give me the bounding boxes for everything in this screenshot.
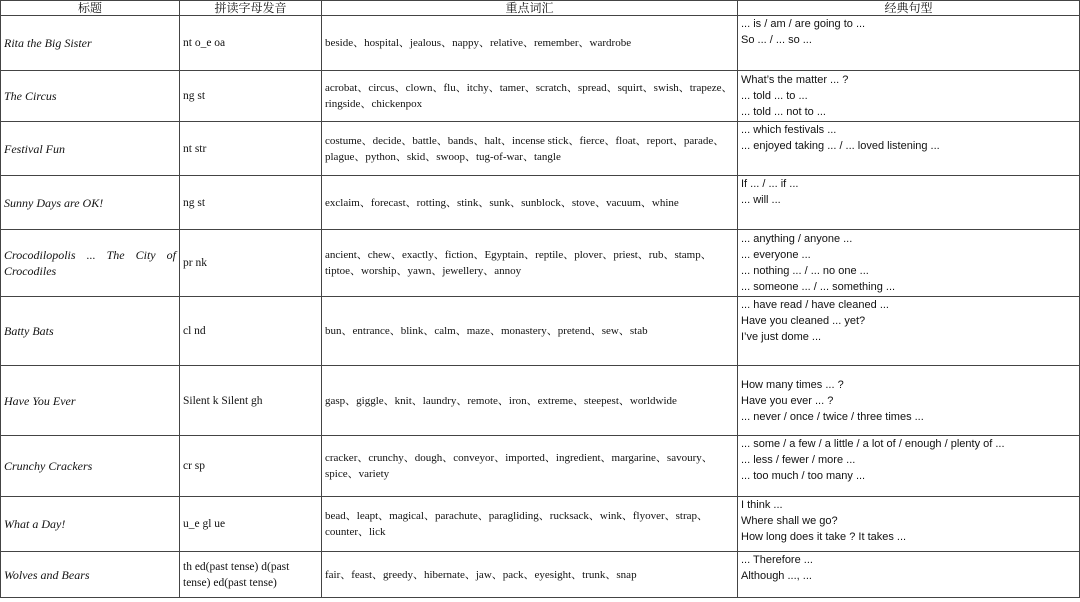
phonics-cell: nt str xyxy=(180,122,322,176)
vocab-cell: acrobat、circus、clown、flu、itchy、tamer、scratch、spread、squirt、swish、trapeze、ringside、chickenpox xyxy=(322,71,738,122)
phonics-cell: ng st xyxy=(180,71,322,122)
sentence-line: Although ..., ... xyxy=(741,570,812,582)
vocab-cell: beside、hospital、jealous、nappy、relative、remember、wardrobe xyxy=(322,16,738,71)
sentence-line: ... told ... to ... xyxy=(741,90,808,102)
sentence-line: ... nothing ... / ... no one ... xyxy=(741,265,869,277)
title-cell: Sunny Days are OK! xyxy=(1,176,180,230)
sentence-line: ... someone ... / ... something ... xyxy=(741,281,896,293)
table-row xyxy=(1,230,1080,297)
sentence-line: ... will ... xyxy=(741,194,781,206)
sentences-cell xyxy=(738,176,1080,230)
phonics-cell: nt o_e oa xyxy=(180,16,322,71)
table-row xyxy=(1,497,1080,552)
title-cell: Wolves and Bears xyxy=(1,552,180,598)
sentences-cell xyxy=(738,436,1080,497)
sentence-line: ... which festivals ... xyxy=(741,124,837,136)
sentences-cell xyxy=(738,497,1080,552)
sentence-line: ... enjoyed taking ... / ... loved listening ... xyxy=(741,140,940,152)
sentences-cell xyxy=(738,366,1080,436)
sentence-line: How many times ... ? xyxy=(741,378,844,391)
sentences-cell xyxy=(738,552,1080,598)
sentence-line: ... less / fewer / more ... xyxy=(741,454,856,466)
sentence-line: If ... / ... if ... xyxy=(741,178,799,190)
title-cell: Festival Fun xyxy=(1,122,180,176)
table-row xyxy=(1,436,1080,497)
sentence-line: How long does it take ? It takes ... xyxy=(741,531,907,543)
title-cell: What a Day! xyxy=(1,497,180,552)
sentence-line: ... some / a few / a little / a lot of / enough / plenty of ... xyxy=(741,438,1005,450)
phonics-cell: pr nk xyxy=(180,230,322,297)
sentence-line: ... have read / have cleaned ... xyxy=(741,299,889,311)
title-cell: Batty Bats xyxy=(1,297,180,366)
phonics-cell: u_e gl ue xyxy=(180,497,322,552)
table-row xyxy=(1,552,1080,598)
title-cell: Rita the Big Sister xyxy=(1,16,180,71)
title-cell: The Circus xyxy=(1,71,180,122)
header-vocabulary: 重点词汇 xyxy=(322,1,738,16)
sentence-line: I think ... xyxy=(741,499,783,511)
table-row xyxy=(1,176,1080,230)
sentence-line: ... never / once / twice / three times ... xyxy=(741,410,924,423)
sentence-line: ... Therefore ... xyxy=(741,554,813,566)
vocab-cell: ancient、chew、exactly、fiction、Egyptain、reptile、plover、priest、rub、stamp、tiptoe、worship、yawn、jewellery、annoy xyxy=(322,230,738,297)
sentence-line: What’s the matter ... ? xyxy=(741,74,849,86)
title-cell: Crocodilopolis ... The City of Crocodiles xyxy=(1,230,180,297)
title-cell: Crunchy Crackers xyxy=(1,436,180,497)
sentence-line: ... everyone ... xyxy=(741,249,811,261)
vocab-cell: bead、leapt、magical、parachute、paragliding、rucksack、wink、flyover、strap、counter、lick xyxy=(322,497,738,552)
vocab-cell: exclaim、forecast、rotting、stink、sunk、sunblock、stove、vacuum、whine xyxy=(322,176,738,230)
title-cell: Have You Ever xyxy=(1,366,180,436)
header-phonics: 拼读字母发音 xyxy=(180,1,322,16)
header-sentences: 经典句型 xyxy=(738,1,1080,16)
sentences-cell xyxy=(738,122,1080,176)
phonics-cell: th ed(past tense) d(past tense) ed(past tense) xyxy=(180,552,322,598)
phonics-cell: ng st xyxy=(180,176,322,230)
phonics-cell: cl nd xyxy=(180,297,322,366)
vocab-cell: gasp、giggle、knit、laundry、remote、iron、extreme、steepest、worldwide xyxy=(322,366,738,436)
sentences-cell xyxy=(738,297,1080,366)
vocab-cell: cracker、crunchy、dough、conveyor、imported、ingredient、margarine、savoury、spice、variety xyxy=(322,436,738,497)
table-row xyxy=(1,16,1080,71)
table-row xyxy=(1,122,1080,176)
sentence-line: ... too much / too many ... xyxy=(741,470,866,482)
sentences-cell xyxy=(738,16,1080,71)
sentence-line: ... told ... not to ... xyxy=(741,106,826,118)
sentence-line: Have you ever ... ? xyxy=(741,394,834,407)
vocab-cell: bun、entrance、blink、calm、maze、monastery、pretend、sew、stab xyxy=(322,297,738,366)
header-row xyxy=(1,1,1080,16)
sentence-line: ... is / am / are going to ... xyxy=(741,18,866,30)
sentences-cell xyxy=(738,230,1080,297)
phonics-cell: cr sp xyxy=(180,436,322,497)
header-title: 标题 xyxy=(1,1,180,16)
vocab-cell: fair、feast、greedy、hibernate、jaw、pack、eyesight、trunk、snap xyxy=(322,552,738,598)
sentences-cell xyxy=(738,71,1080,122)
phonics-cell: Silent k Silent gh xyxy=(180,366,322,436)
sentence-line: ... anything / anyone ... xyxy=(741,233,853,245)
sentence-line: Where shall we go? xyxy=(741,515,838,527)
sentence-line: I’ve just dome ... xyxy=(741,331,822,343)
vocab-cell: costume、decide、battle、bands、halt、incense stick、fierce、float、report、parade、plague、python、skid、swoop、tug-of-war、tangle xyxy=(322,122,738,176)
table-row xyxy=(1,71,1080,122)
table-row xyxy=(1,366,1080,436)
sentence-line: Have you cleaned ... yet? xyxy=(741,315,866,327)
table-row xyxy=(1,297,1080,366)
sentence-line: So ... / ... so ... xyxy=(741,34,812,46)
